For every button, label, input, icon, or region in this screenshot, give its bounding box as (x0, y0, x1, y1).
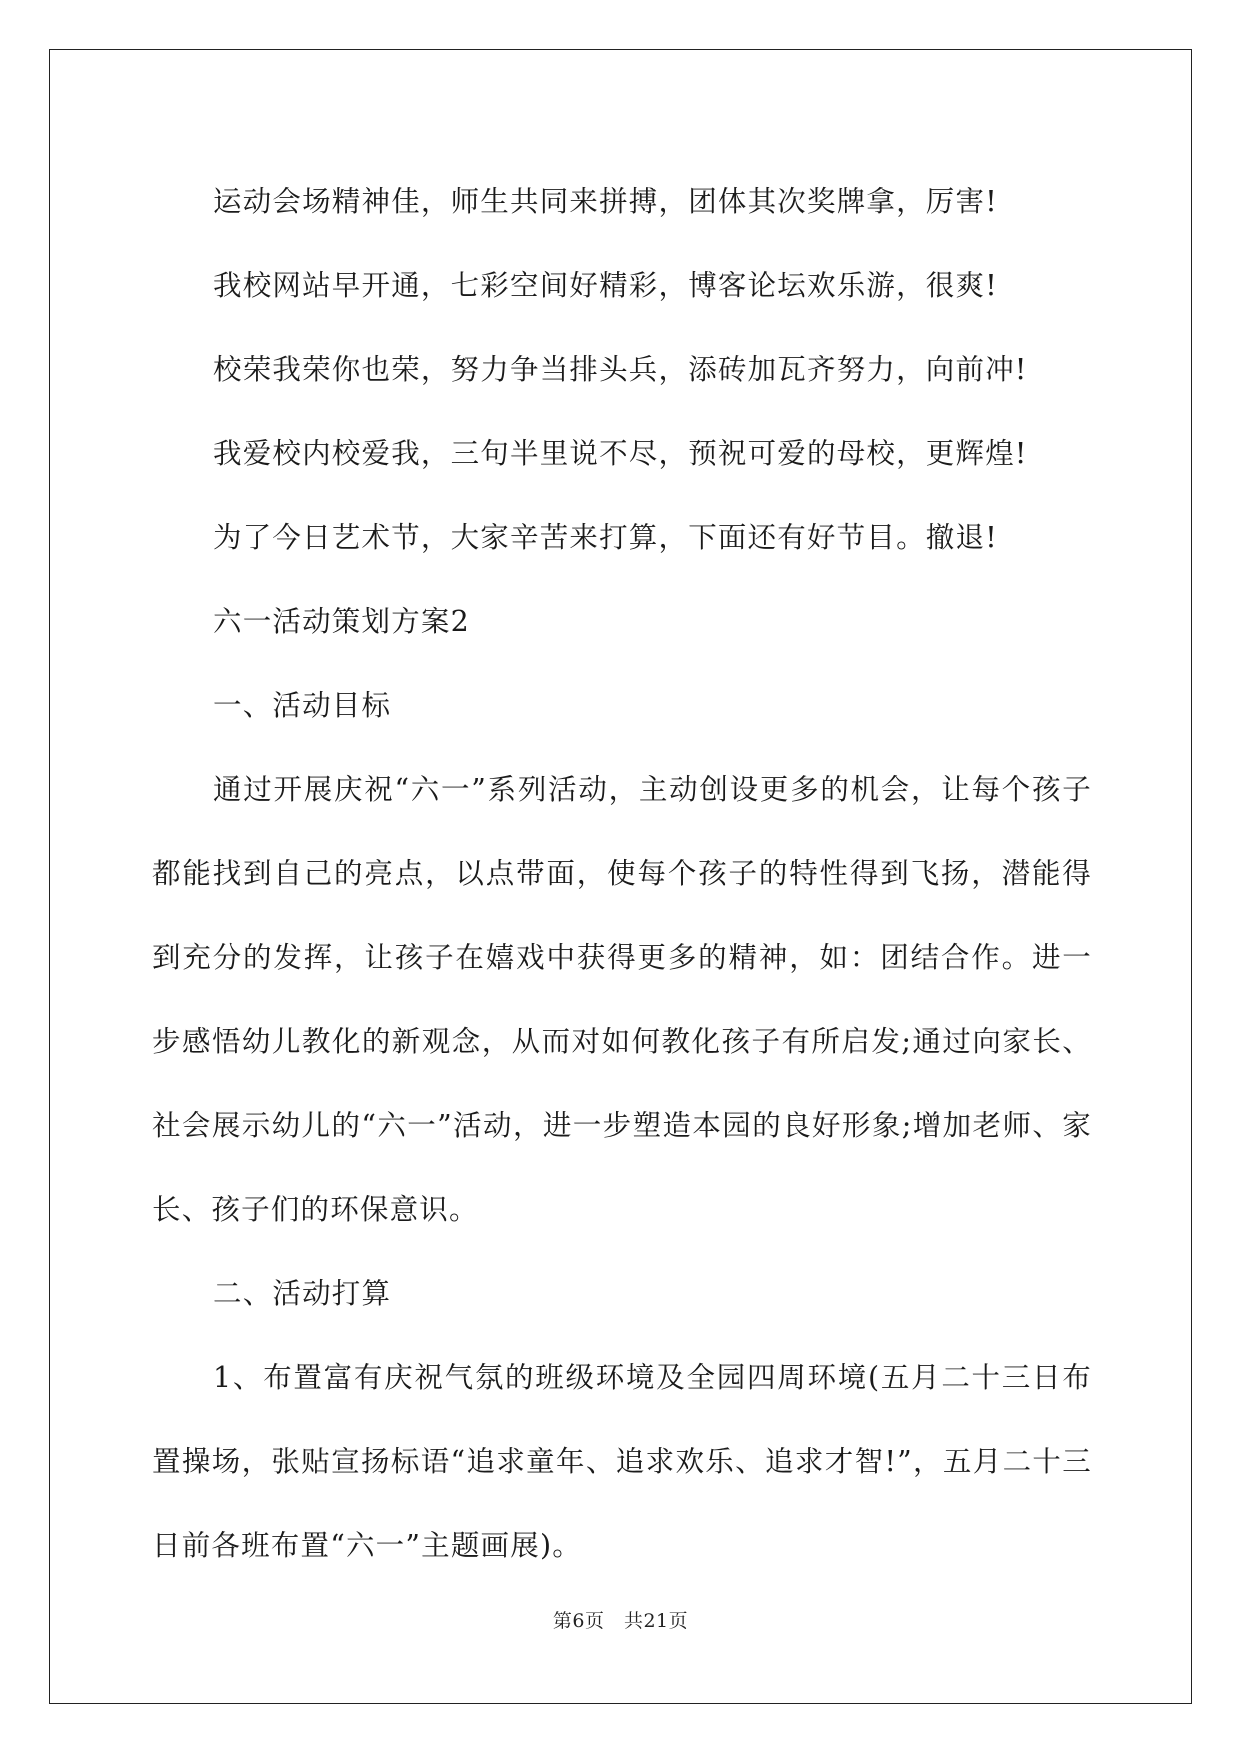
verse-line: 运动会场精神佳，师生共同来拼搏，团体其次奖牌拿，厉害! (213, 185, 998, 218)
paragraph-activity-plan: 1、布置富有庆祝气氛的班级环境及全园四周环境(五月二十三日布置操场，张贴宣扬标语“追求童年、追求欢乐、追求才智!”，五月二十三日前各班布置“六一”主题画展)。 (152, 1361, 1092, 1562)
verse-line: 我校网站早开通，七彩空间好精彩，博客论坛欢乐游，很爽! (213, 269, 998, 302)
verse-line: 校荣我荣你也荣，努力争当排头兵，添砖加瓦齐努力，向前冲! (213, 353, 1028, 386)
document-body (152, 160, 1092, 1588)
verse-line: 我爱校内校爱我，三句半里说不尽，预祝可爱的母校，更辉煌! (213, 437, 1028, 470)
paragraph-activity-goals: 通过开展庆祝“六一”系列活动，主动创设更多的机会，让每个孩子都能找到自己的亮点，以点带面，使每个孩子的特性得到飞扬，潜能得到充分的发挥，让孩子在嬉戏中获得更多的精神，如：团结合作。进一步感悟幼儿教化的新观念，从而对如何教化孩子有所启发;通过向家长、社会展示幼儿的“六一”活动，进一步塑造本园的良好形象;增加老师、家长、孩子们的环保意识。 (152, 773, 1092, 1226)
heading-activity-goals: 一、活动目标 (213, 689, 392, 722)
section-title: 六一活动策划方案2 (213, 605, 470, 638)
page-number-footer: 第6页 共21页 (552, 1610, 689, 1632)
verse-line: 为了今日艺术节，大家辛苦来打算，下面还有好节目。撤退! (213, 521, 998, 554)
heading-activity-plan: 二、活动打算 (213, 1277, 392, 1310)
